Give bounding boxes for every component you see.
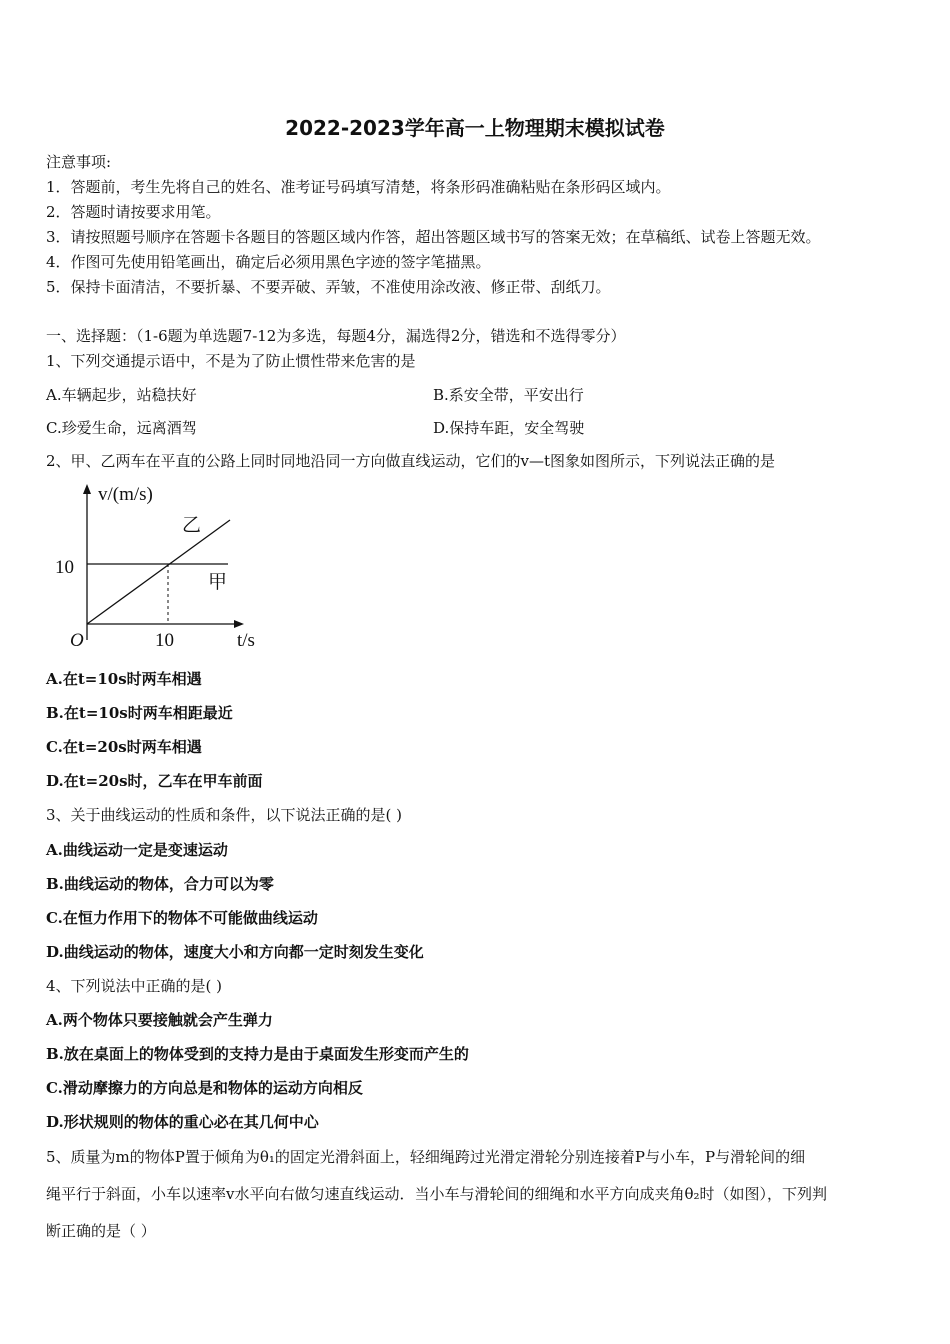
option-c: C.在t=20s时两车相遇 xyxy=(46,738,202,756)
note-item: 2．答题时请按要求用笔。 xyxy=(46,203,221,221)
note-item: 5．保持卡面清洁，不要折暴、不要弄破、弄皱，不准使用涂改液、修正带、刮纸刀。 xyxy=(46,278,611,296)
x-tick-label: 10 xyxy=(155,630,174,651)
option-b: B.系安全带，平安出行 xyxy=(433,386,584,404)
y-tick-label: 10 xyxy=(55,557,74,578)
option-c: C.在恒力作用下的物体不可能做曲线运动 xyxy=(46,909,318,927)
line-jia-label: 甲 xyxy=(208,572,228,593)
option-a: A.在t=10s时两车相遇 xyxy=(46,670,202,688)
option-b: B.在t=10s时两车相距最近 xyxy=(46,704,233,722)
question-stem-line: 5、质量为m的物体P置于倾角为θ₁的固定光滑斜面上，轻细绳跨过光滑定滑轮分别连接着P与小车，P与滑轮间的细 xyxy=(46,1148,806,1166)
y-axis-arrow xyxy=(83,484,91,494)
option-a: A.车辆起步，站稳扶好 xyxy=(46,386,197,404)
question-stem: 1、下列交通提示语中，不是为了防止惯性带来危害的是 xyxy=(46,352,416,370)
question-stem-line: 绳平行于斜面，小车以速率v水平向右做匀速直线运动．当小车与滑轮间的细绳和水平方向成夹角θ₂时（如图），下列判 xyxy=(46,1185,828,1203)
option-d: D.形状规则的物体的重心必在其几何中心 xyxy=(46,1113,319,1131)
option-c: C.滑动摩擦力的方向总是和物体的运动方向相反 xyxy=(46,1079,363,1097)
note-item: 3．请按照题号顺序在答题卡各题目的答题区域内作答，超出答题区域书写的答案无效；在草稿纸、试卷上答题无效。 xyxy=(46,228,821,246)
option-d: D.在t=20s时，乙车在甲车前面 xyxy=(46,772,263,790)
section-heading: 一、选择题：（1-6题为单选题7-12为多选，每题4分，漏选得2分，错选和不选得零分） xyxy=(46,327,626,345)
option-d: D.保持车距，安全驾驶 xyxy=(433,419,585,437)
option-b: B.放在桌面上的物体受到的支持力是由于桌面发生形变而产生的 xyxy=(46,1045,469,1063)
x-axis-label: t/s xyxy=(237,630,255,651)
y-axis-label: v/(m/s) xyxy=(98,484,153,505)
option-b: B.曲线运动的物体，合力可以为零 xyxy=(46,875,274,893)
question-stem-line: 断正确的是（ ） xyxy=(46,1222,156,1240)
vt-graph xyxy=(50,478,290,658)
question-stem: 2、甲、乙两车在平直的公路上同时同地沿同一方向做直线运动，它们的v—t图象如图所示，下列说法正确的是 xyxy=(46,452,776,470)
line-yi-label: 乙 xyxy=(182,515,202,536)
option-a: A.曲线运动一定是变速运动 xyxy=(46,841,228,859)
origin-label: O xyxy=(70,630,84,651)
note-item: 1．答题前，考生先将自己的姓名、准考证号码填写清楚，将条形码准确粘贴在条形码区域内。 xyxy=(46,178,671,196)
exam-title: 2022-2023学年高一上物理期末模拟试卷 xyxy=(285,116,665,140)
question-stem: 4、下列说法中正确的是( ) xyxy=(46,977,223,995)
option-c: C.珍爱生命，远离酒驾 xyxy=(46,419,197,437)
question-stem: 3、关于曲线运动的性质和条件，以下说法正确的是( ) xyxy=(46,806,403,824)
option-a: A.两个物体只要接触就会产生弹力 xyxy=(46,1011,273,1029)
note-item: 4．作图可先使用铅笔画出，确定后必须用黑色字迹的签字笔描黑。 xyxy=(46,253,491,271)
x-axis-arrow xyxy=(234,620,244,628)
option-d: D.曲线运动的物体，速度大小和方向都一定时刻发生变化 xyxy=(46,943,424,961)
notes-heading: 注意事项: xyxy=(46,153,112,171)
